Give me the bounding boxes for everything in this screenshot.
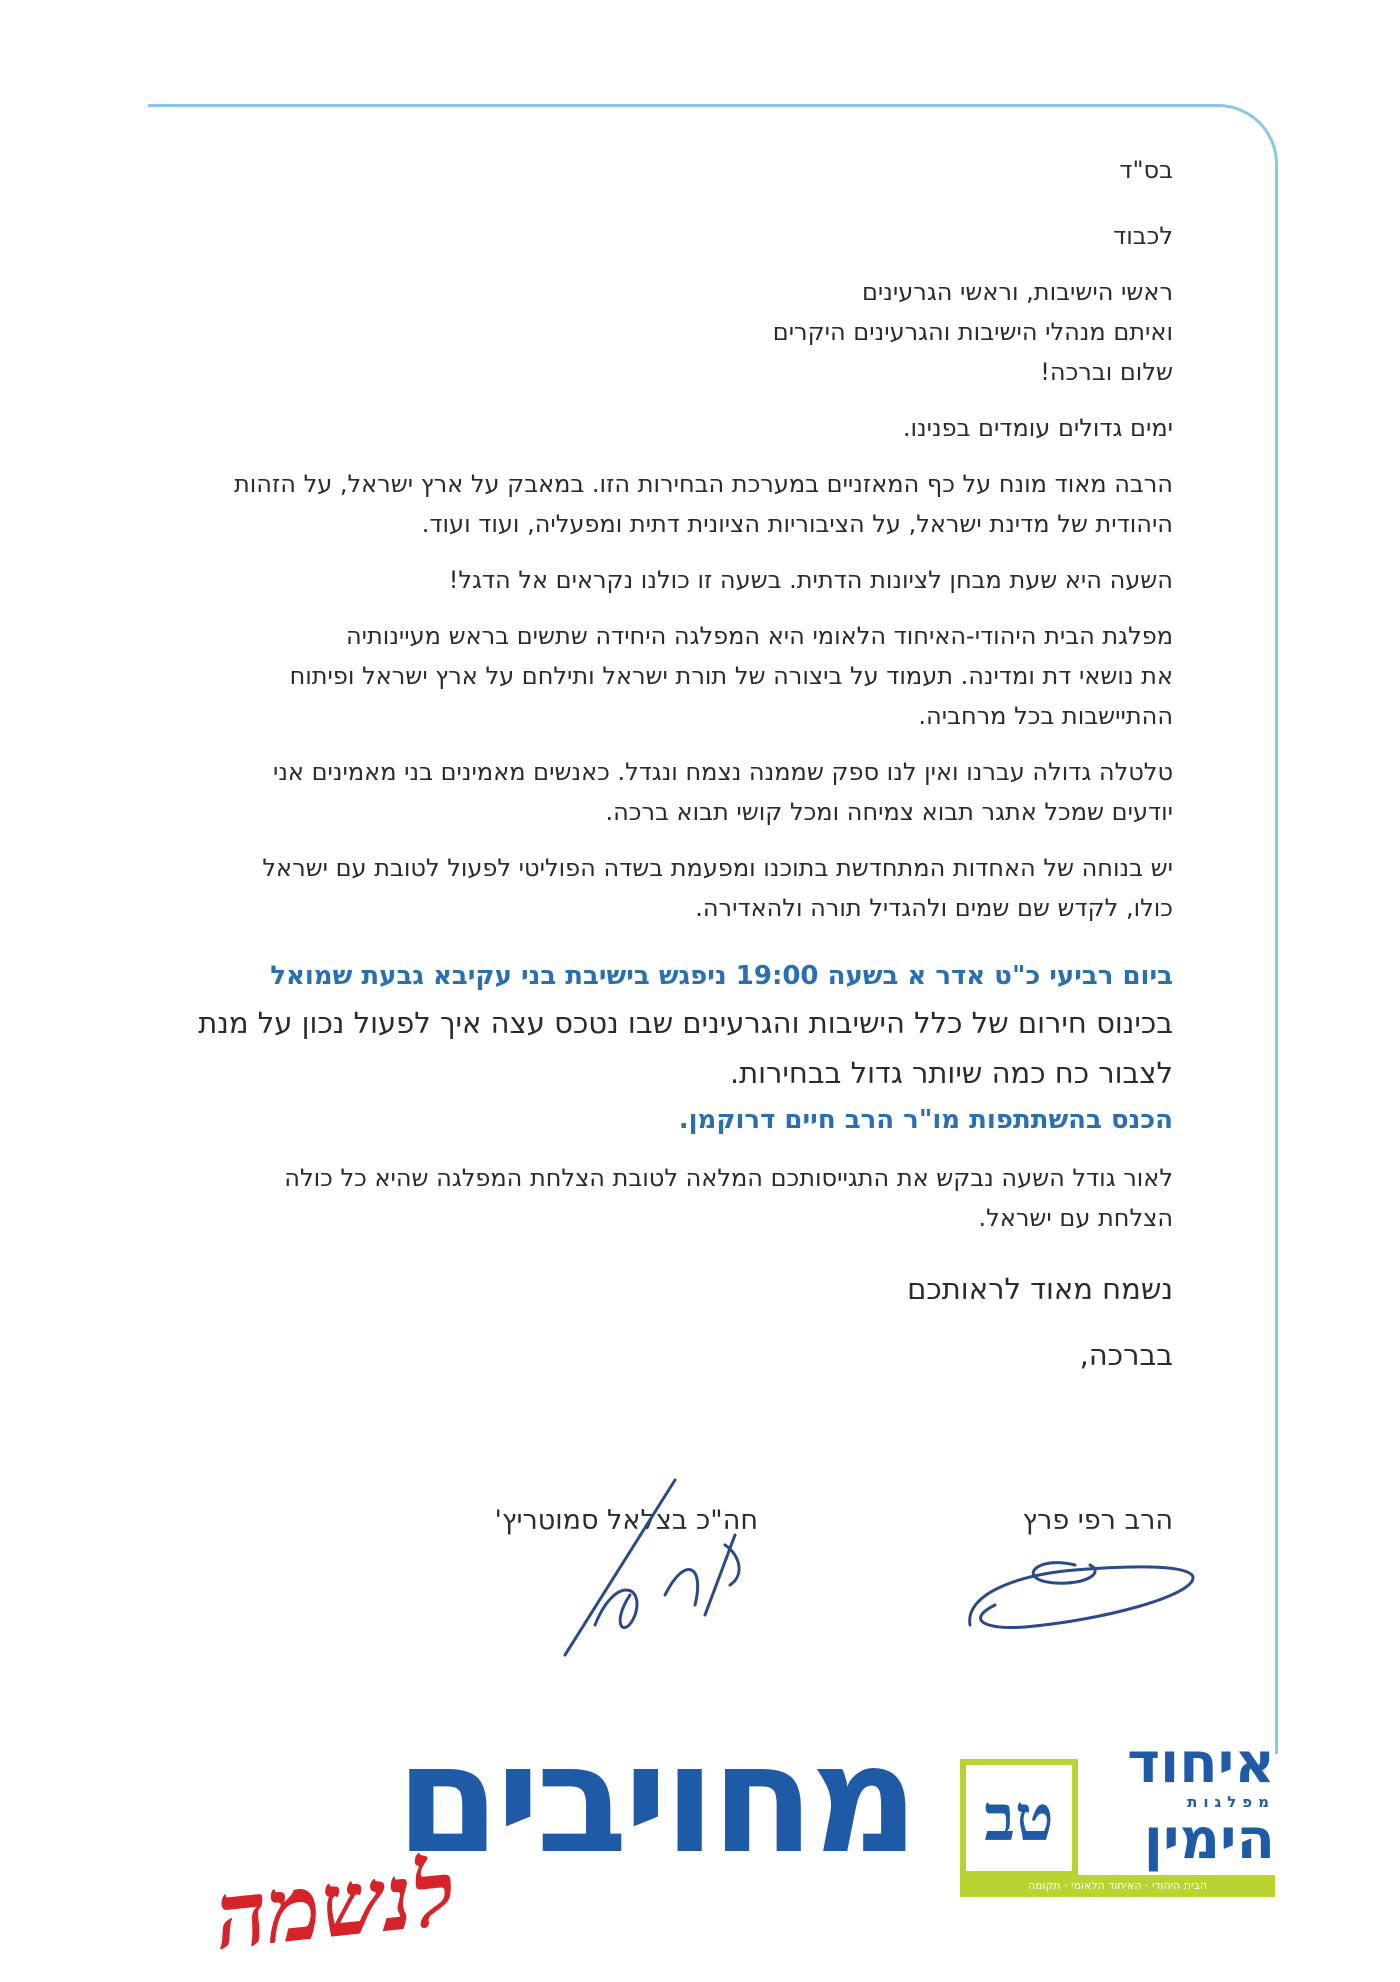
letter-body xyxy=(148,150,1173,1380)
logo-line: הימין xyxy=(1143,1807,1275,1872)
addressee-line: שלום וברכה! xyxy=(1040,358,1173,386)
campaign-slogan xyxy=(210,1713,915,1971)
paragraph xyxy=(148,464,1173,544)
paragraph xyxy=(148,408,1173,448)
paragraph-line: את נושאי דת ומדינה. תעמוד על ביצורה של תורת ישראל ותילחם על ארץ ישראל ופיתוח xyxy=(289,662,1173,690)
blessing: בברכה, xyxy=(1079,1338,1173,1372)
paragraph-line: טלטלה גדולה עברנו ואין לנו ספק שממנה נצמח ונגדל. כאנשים מאמינים בני מאמינים אני xyxy=(272,758,1173,786)
paragraph-line: לאור גודל השעה נבקש את התגייסותכם המלאה לטובת הצלחת המפלגה שהיא כל כולה xyxy=(284,1164,1173,1192)
signatory-name: הרב רפי פרץ xyxy=(1022,1505,1173,1536)
logo-box-mark: טב xyxy=(960,1759,1078,1877)
slogan-script: לנשמה xyxy=(210,1839,461,1971)
signature-peretz xyxy=(955,1535,1205,1645)
salutation: לכבוד xyxy=(1113,222,1173,250)
slogan-main: מחויבים xyxy=(395,1713,915,1887)
paragraph-line: השעה היא שעת מבחן לציונות הדתית. בשעה זו כולנו נקראים אל הדגל! xyxy=(448,566,1173,594)
closing-paragraph xyxy=(148,1158,1173,1238)
paragraph-line: ימים גדולים עומדים בפנינו. xyxy=(902,414,1173,442)
paragraph xyxy=(148,752,1173,832)
logo-line: מפלגות xyxy=(1187,1793,1275,1811)
addressee-line: ואיתם מנהלי הישיבות והגרעינים היקרים xyxy=(772,318,1173,346)
letter-header: בס"ד xyxy=(1119,156,1173,184)
invitation-line: לצבור כח כמה שיותר גדול בבחירות. xyxy=(729,1056,1173,1090)
paragraph-line: הרבה מאוד מונח על כף המאזניים במערכת הבחירות הזו. במאבק על ארץ ישראל, על הזהות xyxy=(233,470,1173,498)
paragraph-line: ההתיישבות בכל מרחביה. xyxy=(918,702,1173,730)
paragraph xyxy=(148,560,1173,600)
logo-strip: הבית היהודי · האיחוד הלאומי · תקומה xyxy=(960,1875,1275,1897)
closing-line: נשמח מאוד לראותכם xyxy=(907,1272,1173,1306)
invitation-headline: ביום רביעי כ"ט אדר א בשעה 19:00 ניפגש בישיבת בני עקיבא גבעת שמואל xyxy=(270,961,1173,991)
paragraph xyxy=(148,848,1173,928)
paragraph xyxy=(148,616,1173,736)
paragraph-line: מפלגת הבית היהודי-האיחוד הלאומי היא המפלגה היחידה שתשים בראש מעיינותיה xyxy=(345,622,1173,650)
party-logo xyxy=(960,1731,1275,1897)
paragraph-line: יש בנוחה של האחדות המתחדשת בתוכנו ומפעמת בשדה הפוליטי לפעול לטובת עם ישראל xyxy=(262,854,1173,882)
invitation-highlight: הכנס בהשתתפות מו"ר הרב חיים דרוקמן. xyxy=(678,1105,1173,1135)
invitation-line: בכינוס חירום של כלל הישיבות והגרעינים שבו נטכס עצה איך לפעול נכון על מנת xyxy=(198,1006,1173,1040)
signature-smotrich xyxy=(555,1475,755,1665)
addressee-line: ראשי הישיבות, וראשי הגרעינים xyxy=(862,278,1173,306)
logo-text xyxy=(1127,1731,1275,1872)
paragraph-line: הצלחת עם ישראל. xyxy=(978,1204,1173,1232)
signatory-name: חה"כ בצלאל סמוטריץ' xyxy=(494,1505,758,1536)
logo-line: איחוד xyxy=(1127,1731,1275,1796)
paragraph-line: יודעים שמכל אתגר תבוא צמיחה ומכל קושי תבוא ברכה. xyxy=(605,798,1173,826)
invitation xyxy=(148,954,1173,1142)
paragraph-line: כולו, לקדש שם שמים ולהגדיל תורה ולהאדירה. xyxy=(695,894,1173,922)
paragraph-line: היהודית של מדינת ישראל, על הציבוריות הציונית דתית ומפעליה, ועוד ועוד. xyxy=(421,510,1173,538)
